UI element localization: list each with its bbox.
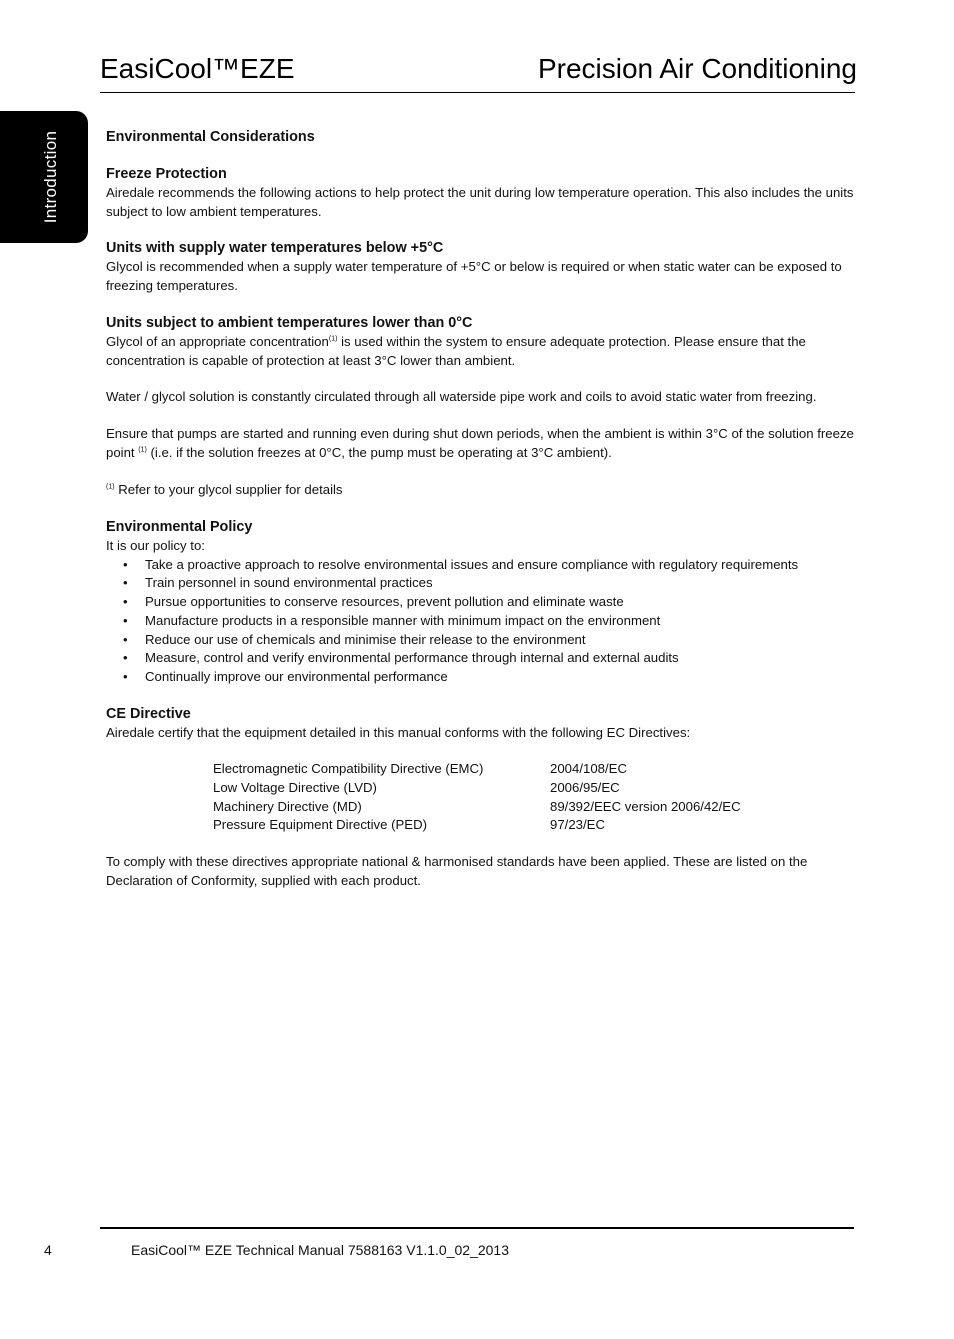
policy-item-text: Manufacture products in a responsible manner with minimum impact on the environment — [145, 612, 661, 628]
policy-item-text: Continually improve our environmental performance — [145, 668, 448, 684]
policy-list-item — [106, 593, 858, 612]
footer-divider — [100, 1227, 854, 1229]
directive-row — [213, 779, 741, 798]
policy-list-item — [106, 649, 858, 668]
policy-list-item — [106, 612, 858, 631]
footnote: $^{(1)}$ Refer to your glycol supplier for details — [106, 482, 343, 498]
supply-water-text: Glycol is recommended when a supply water temperature of +5°C or below is required or when static water can be exposed to freezing temperatures. — [106, 259, 842, 294]
directive-row — [213, 816, 741, 835]
ce-directive-heading: CE Directive — [106, 705, 191, 722]
policy-item-text: Measure, control and verify environmental performance through internal and external audits — [145, 650, 679, 666]
directive-name: Low Voltage Directive (LVD) — [213, 780, 377, 796]
footnote-marker: (1) — [106, 483, 115, 491]
directive-reference: 2006/95/EC — [550, 780, 620, 796]
directive-name: Machinery Directive (MD) — [213, 798, 362, 814]
header-product-name: EasiCool™EZE — [100, 53, 295, 84]
freeze-protection-text: Airedale recommends the following actions to help protect the unit during low temperature operation. This also includes the units subject to low ambient temperatures. — [106, 185, 854, 219]
section-title: Environmental Considerations — [106, 129, 315, 145]
footnote-ref: (1) — [328, 335, 338, 343]
bullet-icon: • — [123, 594, 128, 610]
header-divider — [100, 92, 855, 93]
bullet-icon: • — [123, 668, 128, 684]
section-tab-label: Introduction — [41, 130, 60, 224]
bullet-icon: • — [123, 631, 128, 647]
directive-row — [213, 760, 741, 779]
ambient-paragraph-2: Water / glycol solution is constantly circulated through all waterside pipe work and coils to avoid static water from freezing. — [106, 389, 817, 405]
directive-reference: 89/392/EEC version 2006/42/EC — [550, 798, 741, 814]
directive-row — [213, 798, 741, 817]
header-title: Precision Air Conditioning — [537, 53, 857, 84]
directive-table — [213, 760, 741, 835]
policy-list — [106, 556, 858, 687]
policy-item-text: Pursue opportunities to conserve resources, prevent pollution and eliminate waste — [145, 594, 624, 610]
bullet-icon: • — [123, 556, 128, 572]
policy-item-text: Reduce our use of chemicals and minimise their release to the environment — [145, 631, 586, 647]
directive-name: Electromagnetic Compatibility Directive (EMC) — [213, 761, 484, 777]
directive-reference: 2004/108/EC — [550, 761, 627, 777]
ambient-heading: Units subject to ambient temperatures lower than 0°C — [106, 314, 473, 331]
ce-closing-text: To comply with these directives appropriate national & harmonised standards have been applied. These are listed on the Declaration of Conformity, supplied with each product. — [106, 854, 808, 888]
main-content — [106, 128, 858, 891]
bullet-icon: • — [123, 612, 128, 628]
bullet-icon: • — [123, 650, 128, 666]
ambient-paragraph-3: Ensure that pumps are started and running even during shut down periods, when the ambient is within 3°C of the solution freeze point $^{(1)}$ (i.e. if the solution freezes at 0°C, the pump must be operating at 3°C ambient). — [106, 425, 854, 460]
supply-water-heading: Units with supply water temperatures below +5°C — [106, 240, 444, 257]
directive-name: Pressure Equipment Directive (PED) — [213, 817, 428, 833]
footer-document-reference: EasiCool™ EZE Technical Manual 7588163 V1.1.0_02_2013 — [131, 1242, 509, 1258]
policy-list-item — [106, 556, 858, 575]
directive-reference: 97/23/EC — [550, 817, 605, 833]
policy-list-item — [106, 574, 858, 593]
environmental-policy-heading: Environmental Policy — [106, 519, 253, 536]
footnote-ref: (1) — [138, 446, 147, 454]
ce-directive-intro: Airedale certify that the equipment detailed in this manual conforms with the following EC Directives: — [106, 724, 691, 740]
page-number: 4 — [44, 1242, 52, 1258]
bullet-icon: • — [123, 575, 128, 591]
freeze-protection-heading: Freeze Protection — [106, 166, 227, 182]
policy-item-text: Take a proactive approach to resolve environmental issues and ensure compliance with regulatory requirements — [145, 556, 799, 572]
policy-list-item — [106, 631, 858, 650]
policy-item-text: Train personnel in sound environmental practices — [145, 575, 433, 591]
ambient-paragraph-1: Glycol of an appropriate concentration$^{(1)}$ is used within the system to ensure adequate protection. Please ensure that the concentration is capable of protection at least 3°C lower than ambient. — [106, 333, 806, 368]
environmental-policy-intro: It is our policy to: — [106, 538, 205, 554]
policy-list-item — [106, 668, 858, 687]
